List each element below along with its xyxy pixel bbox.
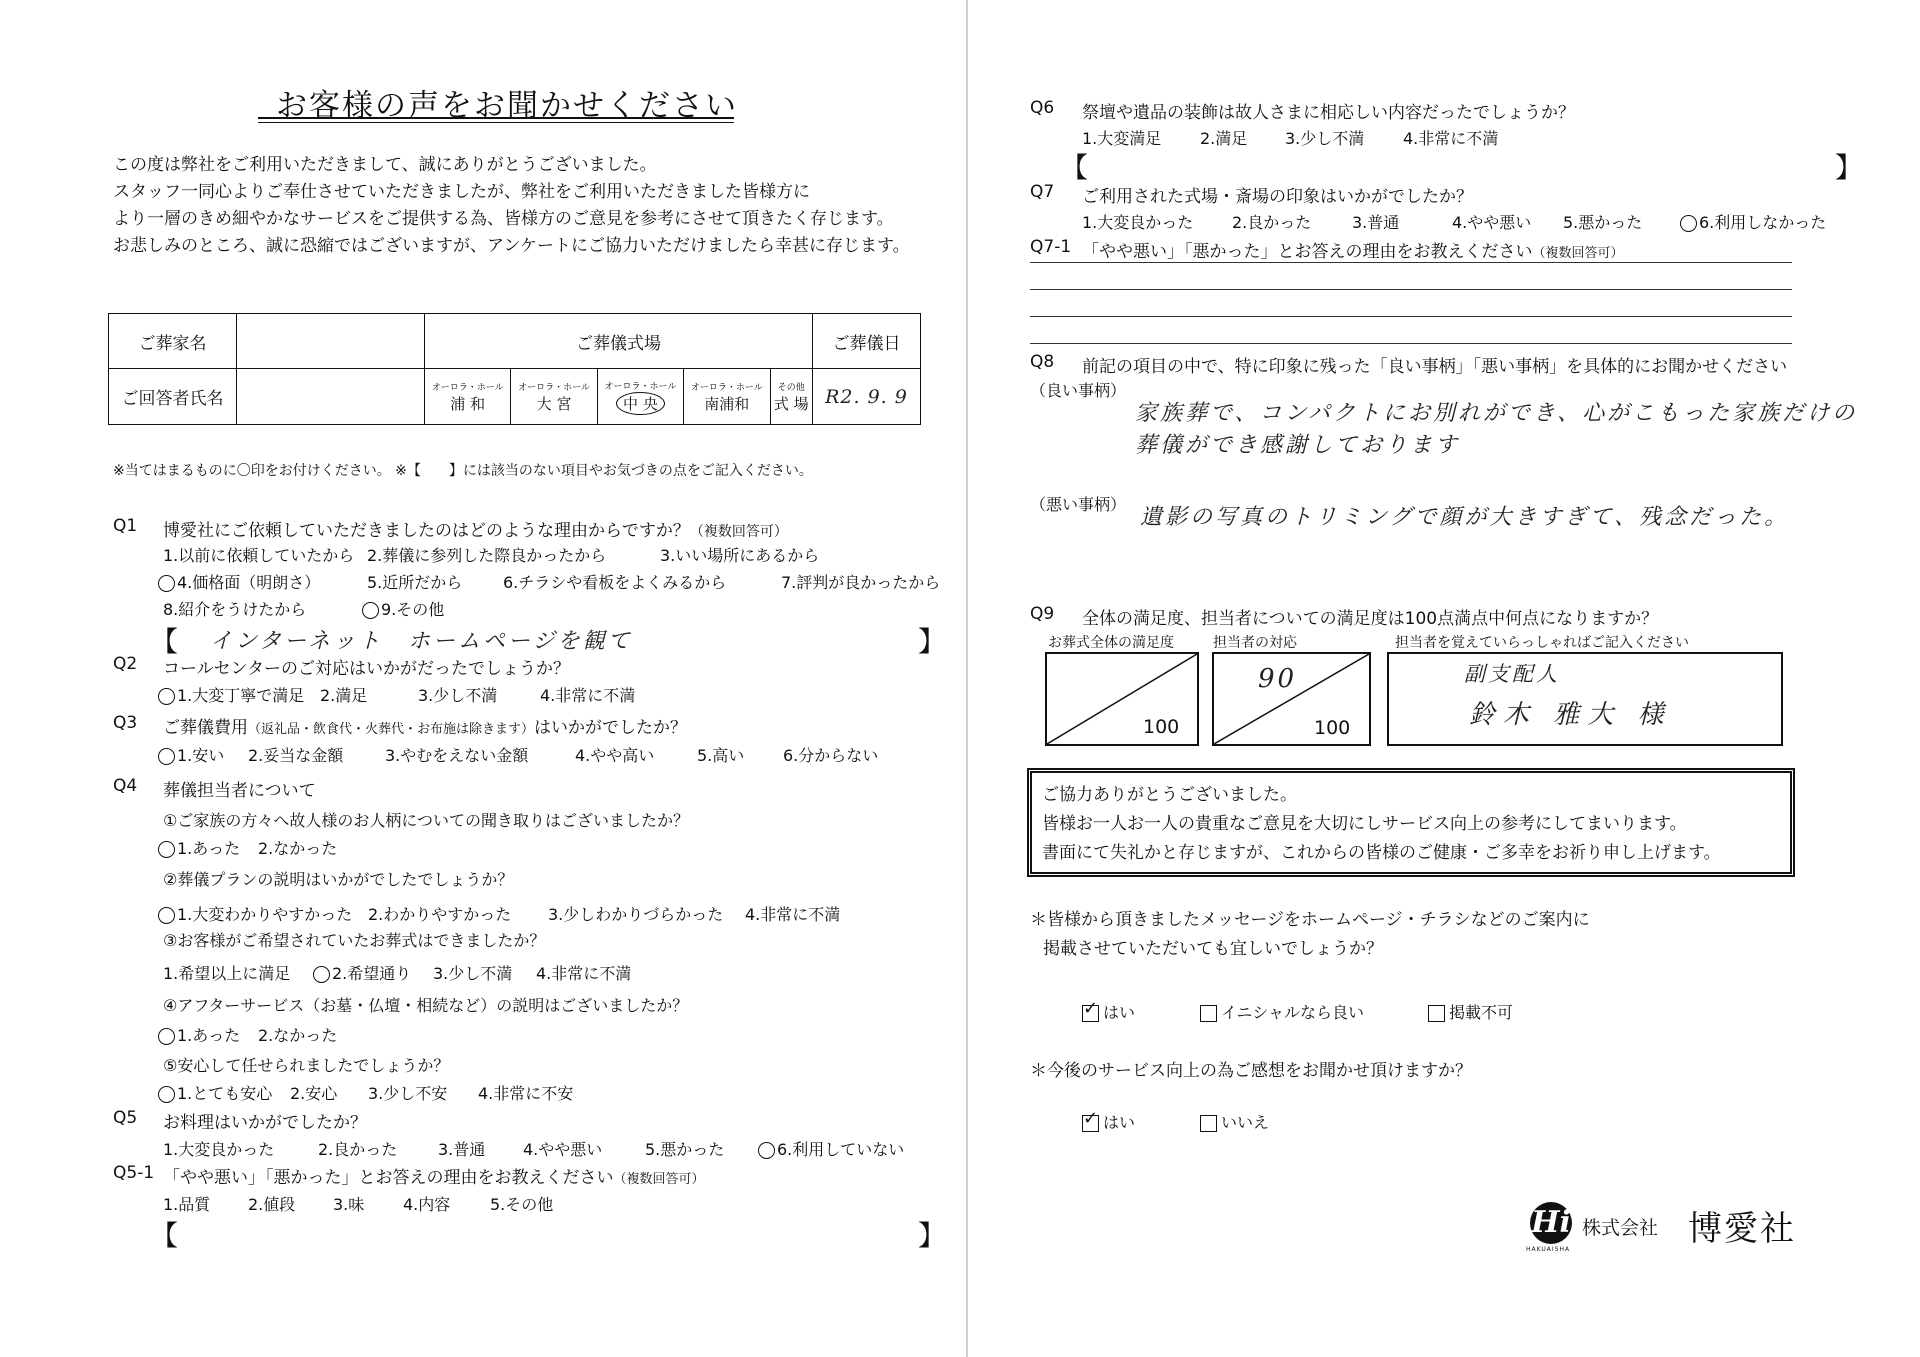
q1-bracket-open: 【: [150, 625, 179, 658]
q5-opt-3[interactable]: 3.普通: [438, 1140, 486, 1159]
q9-overall-max: 100: [1143, 716, 1180, 738]
q6-opt-3[interactable]: 3.少し不満: [1285, 129, 1365, 148]
q4-s2-opt-1[interactable]: 1.大変わかりやすかった: [158, 902, 352, 925]
msg-question-line-1: ＊皆様から頂きましたメッセージをホームページ・チラシなどのご案内に: [1030, 910, 1590, 930]
info-table: [108, 313, 921, 425]
q6-number: Q6: [1030, 98, 1055, 118]
future-question: ＊今後のサービス向上の為ご感想をお聞かせ頂けますか？: [1030, 1061, 1472, 1081]
q5-question: お料理はいかがでしたか？: [163, 1113, 367, 1133]
q5-opt-2[interactable]: 2.良かった: [318, 1140, 398, 1159]
venue-minamiurawa[interactable]: オーロラ・ホール 南浦和: [684, 369, 770, 425]
q8-bad-answer[interactable]: 遺影の写真のトリミングで顔が大きすぎて、残念だった。: [1140, 505, 1790, 530]
checkbox-icon: [1082, 1005, 1099, 1022]
q1-opt-5[interactable]: 5.近所だから: [367, 573, 463, 592]
q7-1-line-2[interactable]: [1030, 289, 1792, 290]
q4-sub2: ②葬儀プランの説明はいかがでしたでしょうか？: [163, 870, 514, 889]
q3-opt-1[interactable]: 1.安い: [158, 743, 224, 766]
q7-1-line-3[interactable]: [1030, 316, 1792, 317]
q7-number: Q7: [1030, 182, 1055, 202]
q5-1-number: Q5-1: [113, 1163, 155, 1183]
q4-s1-opt-1[interactable]: 1.あった: [158, 836, 240, 859]
q5-opt-4[interactable]: 4.やや悪い: [523, 1140, 603, 1159]
intro-line-2: スタッフ一同心よりご奉仕させていただきましたが、弊社をご利用いただきました皆様方に: [113, 182, 810, 202]
q8-good-label: （良い事柄）: [1030, 381, 1127, 400]
date-label: ご葬儀日: [813, 314, 921, 369]
instruction-note: ※当てはまるものに〇印をお付けください。 ※【 】には該当のない項目やお気づきの点をご記入ください。: [113, 463, 813, 479]
q1-opt-8[interactable]: 8.紹介をうけたから: [163, 600, 307, 619]
q7-opt-4[interactable]: 4.やや悪い: [1452, 213, 1532, 232]
intro-line-3: より一層のきめ細やかなサービスをご提供する為、皆様方のご意見を参考にさせて頂きたく存じます。: [113, 209, 894, 229]
q3-opt-2[interactable]: 2.妥当な金額: [248, 746, 344, 765]
family-value[interactable]: [237, 314, 425, 369]
venue-chuo[interactable]: オーロラ・ホール 中 央: [597, 369, 683, 425]
q8-good-answer-2[interactable]: 葬儀ができ感謝しております: [1135, 433, 1461, 458]
q4-sub3: ③お客様がご希望されていたお葬式はできましたか？: [163, 931, 546, 950]
q3-question: ご葬儀費用（返礼品・飲食代・火葬代・お布施は除きます）はいかがでしたか？: [163, 718, 688, 738]
q5-opt-5[interactable]: 5.悪かった: [645, 1140, 725, 1159]
venue-omiya[interactable]: オーロラ・ホール 大 宮: [511, 369, 597, 425]
q9-staff-box[interactable]: [1212, 652, 1371, 746]
q9-staff-max: 100: [1314, 717, 1351, 739]
q3-opt-3[interactable]: 3.やむをえない金額: [385, 746, 529, 765]
msg-opt-yes[interactable]: ✓はい: [1082, 1000, 1135, 1023]
q4-s4-opt-2[interactable]: 2.なかった: [258, 1026, 338, 1045]
msg-opt-initials[interactable]: イニシャルなら良い: [1200, 1000, 1364, 1023]
venue-label: ご葬儀式場: [425, 314, 813, 369]
q9-col3-label: 担当者を覚えていらっしゃればご記入ください: [1395, 635, 1689, 651]
q8-question: 前記の項目の中で、特に印象に残った「良い事柄」「悪い事柄」を具体的にお聞かせください: [1082, 357, 1788, 377]
thanks-line-1: ご協力ありがとうございました。: [1042, 785, 1297, 805]
q5-1-question: 「やや悪い」「悪かった」とお答えの理由をお教えください（複数回答可）: [163, 1168, 705, 1188]
q4-sub4: ④アフターサービス（お墓・仏壇・相続など）の説明はございましたか？: [163, 996, 689, 1015]
q4-s2-opt-2[interactable]: 2.わかりやすかった: [368, 905, 512, 924]
q1-opt-9[interactable]: 9.その他: [362, 597, 444, 620]
q2-opt-4[interactable]: 4.非常に不満: [540, 686, 636, 705]
checkbox-icon: [1082, 1115, 1099, 1132]
q8-number: Q8: [1030, 352, 1055, 372]
q7-1-question: 「やや悪い」「悪かった」とお答えの理由をお教えください（複数回答可）: [1082, 242, 1624, 262]
q3-opt-4[interactable]: 4.やや高い: [575, 746, 655, 765]
date-value[interactable]: R2. 9. 9: [813, 369, 921, 425]
q5-1-opt-1[interactable]: 1.品質: [163, 1195, 211, 1214]
q2-question: コールセンターのご対応はいかがだったでしょうか？: [163, 659, 570, 679]
q7-1-number: Q7-1: [1030, 237, 1072, 257]
q9-staff-name[interactable]: 鈴木 雅大 様: [1469, 700, 1672, 730]
q5-1-opt-2[interactable]: 2.値段: [248, 1195, 296, 1214]
q5-opt-6[interactable]: 6.利用していない: [758, 1137, 904, 1160]
q8-good-answer-1[interactable]: 家族葬で、コンパクトにお別れができ、心がこもった家族だけの: [1135, 401, 1858, 426]
msg-question-line-2: 掲載させていただいても宜しいでしょうか？: [1043, 939, 1383, 959]
company-logo-icon: Hi: [1530, 1202, 1572, 1244]
q6-opt-2[interactable]: 2.満足: [1200, 129, 1248, 148]
q2-opt-3[interactable]: 3.少し不満: [418, 686, 498, 705]
q3-number: Q3: [113, 713, 138, 733]
thanks-box: [1027, 768, 1795, 877]
q9-staff-score[interactable]: 90: [1258, 664, 1298, 694]
q9-number: Q9: [1030, 604, 1055, 624]
q4-s2-opt-4[interactable]: 4.非常に不満: [745, 905, 841, 924]
q5-number: Q5: [113, 1108, 138, 1128]
respondent-value[interactable]: [237, 369, 425, 425]
q1-free-answer[interactable]: インターネット ホームページを観て: [210, 629, 633, 654]
future-opt-yes[interactable]: ✓はい: [1082, 1110, 1135, 1133]
q7-opt-2[interactable]: 2.良かった: [1232, 213, 1312, 232]
q3-opt-5[interactable]: 5.高い: [697, 746, 745, 765]
q1-bracket-close: 】: [918, 625, 947, 658]
q6-opt-1[interactable]: 1.大変満足: [1082, 129, 1162, 148]
q7-1-line-1[interactable]: [1030, 262, 1792, 263]
q6-question: 祭壇や遺品の装飾は故人さまに相応しい内容だったでしょうか？: [1082, 103, 1575, 123]
q4-s5-opt-1[interactable]: 1.とても安心: [158, 1081, 272, 1104]
q4-s5-opt-2[interactable]: 2.安心: [290, 1084, 338, 1103]
msg-opt-no[interactable]: 掲載不可: [1428, 1000, 1513, 1023]
q5-opt-1[interactable]: 1.大変良かった: [163, 1140, 275, 1159]
q4-s5-opt-3[interactable]: 3.少し不安: [368, 1084, 448, 1103]
q4-sub1: ①ご家族の方々へ故人様のお人柄についての聞き取りはございましたか？: [163, 811, 690, 830]
future-opt-no[interactable]: いいえ: [1200, 1110, 1269, 1133]
q1-opt-7[interactable]: 7.評判が良かったから: [781, 573, 941, 592]
q1-opt-1[interactable]: 1.以前に依頼していたから: [163, 546, 355, 565]
q4-sub5: ⑤安心して任せられましたでしょうか？: [163, 1056, 450, 1075]
q1-number: Q1: [113, 516, 138, 536]
q8-bad-label: （悪い事柄）: [1030, 495, 1127, 514]
q1-opt-6[interactable]: 6.チラシや看板をよくみるから: [503, 573, 727, 592]
q7-question: ご利用された式場・斎場の印象はいかがでしたか？: [1082, 187, 1473, 207]
q4-s3-opt-4[interactable]: 4.非常に不満: [536, 964, 632, 983]
company-logo-text: HAKUAISHA: [1526, 1246, 1571, 1253]
respondent-label: ご回答者氏名: [109, 369, 237, 425]
q6-opt-4[interactable]: 4.非常に不満: [1403, 129, 1499, 148]
checkbox-icon: [1428, 1005, 1445, 1022]
company-name: 博愛社: [1688, 1209, 1796, 1249]
q4-question: 葬儀担当者について: [163, 781, 316, 801]
q9-overall-box[interactable]: [1045, 652, 1199, 746]
venue-urawa[interactable]: オーロラ・ホール 浦 和: [425, 369, 511, 425]
company-prefix: 株式会社: [1582, 1217, 1659, 1239]
checkbox-icon: [1200, 1115, 1217, 1132]
q9-staff-role[interactable]: 副支配人: [1464, 662, 1560, 686]
q5-1-bracket-open: 【: [150, 1219, 179, 1252]
family-label: ご葬家名: [109, 314, 237, 369]
q2-number: Q2: [113, 654, 138, 674]
q4-s5-opt-4[interactable]: 4.非常に不安: [478, 1084, 574, 1103]
q3-opt-6[interactable]: 6.分からない: [783, 746, 879, 765]
page-title: お客様の声をお聞かせください: [276, 88, 738, 124]
title-underline: [258, 117, 734, 123]
q7-opt-3[interactable]: 3.普通: [1352, 213, 1400, 232]
q5-1-opt-5[interactable]: 5.その他: [490, 1195, 554, 1214]
q6-bracket-close: 】: [1835, 151, 1864, 184]
q9-staff-name-box[interactable]: [1387, 652, 1783, 746]
q4-s1-opt-2[interactable]: 2.なかった: [258, 839, 338, 858]
q1-opt-4[interactable]: 4.価格面（明朗さ）: [158, 570, 320, 593]
q5-1-opt-4[interactable]: 4.内容: [403, 1195, 451, 1214]
q1-opt-3[interactable]: 3.いい場所にあるから: [660, 546, 820, 565]
q9-col2-label: 担当者の対応: [1213, 635, 1297, 651]
thanks-line-2: 皆様お一人お一人の貴重なご意見を大切にしサービス向上の参考にしてまいります。: [1042, 814, 1687, 834]
q7-opt-1[interactable]: 1.大変良かった: [1082, 213, 1194, 232]
venue-other[interactable]: その他 式 場: [770, 369, 813, 425]
q6-bracket-open: 【: [1060, 151, 1089, 184]
q9-col1-label: お葬式全体の満足度: [1048, 635, 1174, 651]
q4-s2-opt-3[interactable]: 3.少しわかりづらかった: [548, 905, 724, 924]
q4-s3-opt-2[interactable]: 2.希望通り: [313, 961, 411, 984]
intro-line-4: お悲しみのところ、誠に恐縮ではございますが、アンケートにご協力いただけましたら幸甚に存じます。: [113, 236, 910, 256]
q4-number: Q4: [113, 776, 138, 796]
q4-s4-opt-1[interactable]: 1.あった: [158, 1023, 240, 1046]
q5-1-bracket-close: 】: [918, 1219, 947, 1252]
thanks-line-3: 書面にて失礼かと存じますが、これからの皆様のご健康・ご多幸をお祈り申し上げます。: [1042, 843, 1721, 863]
q4-s3-opt-1[interactable]: 1.希望以上に満足: [163, 964, 291, 983]
q4-s3-opt-3[interactable]: 3.少し不満: [433, 964, 513, 983]
q1-opt-2[interactable]: 2.葬儀に参列した際良かったから: [367, 546, 607, 565]
page-fold: [966, 0, 968, 1357]
q9-question: 全体の満足度、担当者についての満足度は100点満点中何点になりますか？: [1082, 609, 1659, 629]
q7-opt-5[interactable]: 5.悪かった: [1563, 213, 1643, 232]
q7-1-line-4[interactable]: [1030, 343, 1792, 344]
q1-question: 博愛社にご依頼していただきましたのはどのような理由からですか？（複数回答可）: [163, 521, 788, 541]
q2-opt-2[interactable]: 2.満足: [320, 686, 368, 705]
q5-1-opt-3[interactable]: 3.味: [333, 1195, 365, 1214]
q7-opt-6[interactable]: 6.利用しなかった: [1680, 210, 1826, 233]
intro-line-1: この度は弊社をご利用いただきまして、誠にありがとうございました。: [113, 155, 657, 175]
q2-opt-1[interactable]: 1.大変丁寧で満足: [158, 683, 304, 706]
checkbox-icon: [1200, 1005, 1217, 1022]
